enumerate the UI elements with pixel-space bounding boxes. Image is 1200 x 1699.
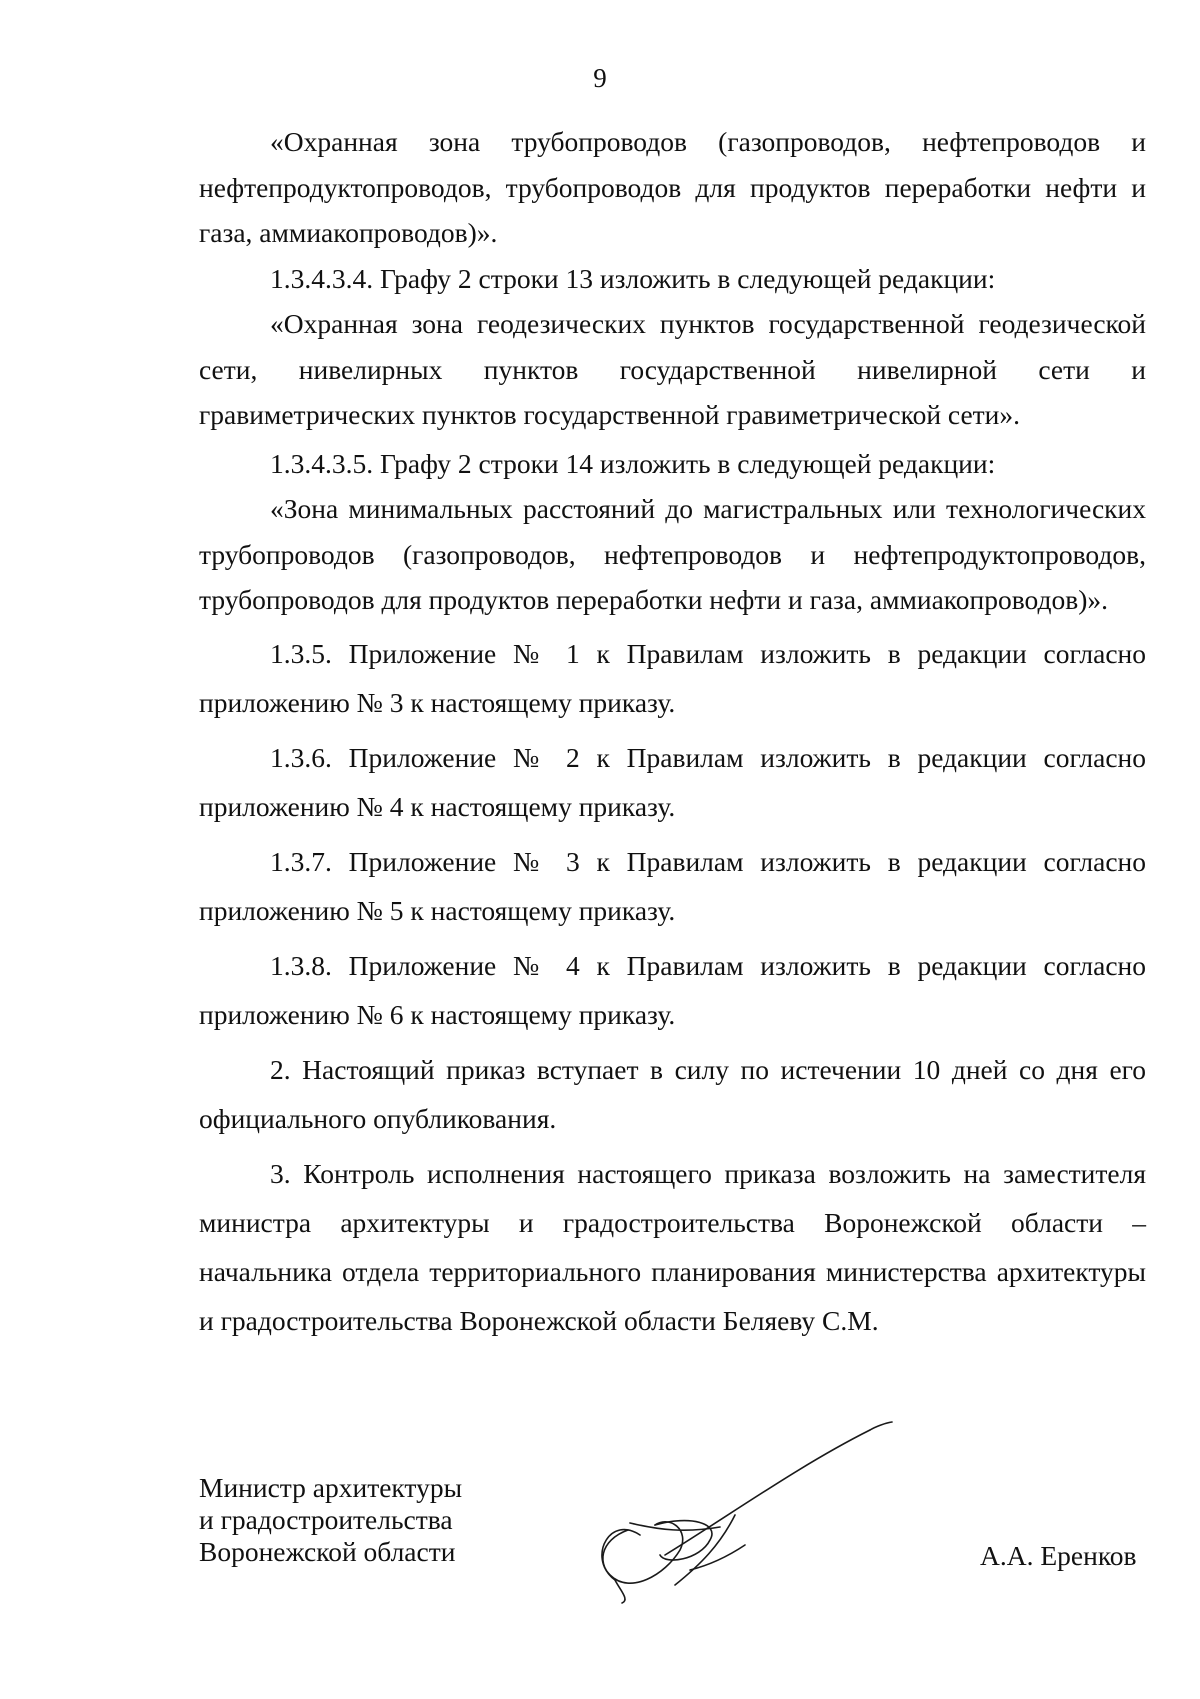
page-number: 9 xyxy=(593,63,607,93)
paragraph-item-1-3-4-3-4: 1.3.4.3.4. Графу 2 строки 13 изложить в следующей редакции: xyxy=(270,262,996,294)
document-body xyxy=(199,119,1146,1345)
paragraph-min-distance-zone: «Зона минимальных расстояний до магистральных или технологических трубопроводов (газопроводов, нефтепроводов и нефтепродуктопроводов, трубопроводов для продуктов переработки нефти и газа, аммиакопроводов)». xyxy=(199,493,1146,615)
paragraph-item-1-3-8: 1.3.8. Приложение № 4 к Правилам изложить в редакции согласно приложению № 6 к настоящему приказу. xyxy=(199,949,1146,1030)
signatory-title-line: Воронежской области xyxy=(199,1536,456,1567)
signatory-title-line: и градостроительства xyxy=(199,1504,453,1535)
signatory-title xyxy=(199,1472,462,1568)
signer-name: А.А. Еренков xyxy=(980,1540,1137,1571)
handwritten-signature xyxy=(570,1405,960,1605)
paragraph-item-1-3-6: 1.3.6. Приложение № 2 к Правилам изложить в редакции согласно приложению № 4 к настоящему приказу. xyxy=(199,741,1146,822)
signatory-title-line: Министр архитектуры xyxy=(199,1472,463,1503)
paragraph-item-1-3-4-3-5: 1.3.4.3.5. Графу 2 строки 14 изложить в следующей редакции: xyxy=(270,447,996,479)
paragraph-pipeline-zone: «Охранная зона трубопроводов (газопроводов, нефтепроводов и нефтепродуктопроводов, трубопроводов для продуктов переработки нефти и газа, аммиакопроводов)». xyxy=(199,126,1146,248)
paragraph-geodetic-zone: «Охранная зона геодезических пунктов государственной геодезической сети, нивелирных пунктов государственной нивелирной сети и гравиметрических пунктов государственной гравиметрической сети». xyxy=(199,308,1146,430)
paragraph-item-3: 3. Контроль исполнения настоящего приказа возложить на заместителя министра архитектуры и градостроительства Воронежской области – начальника отдела территориального планирования министерства архитектуры и градостроительства Воронежской области Беляеву С.М. xyxy=(199,1157,1146,1336)
paragraph-item-2: 2. Настоящий приказ вступает в силу по истечении 10 дней со дня его официального опубликования. xyxy=(199,1053,1146,1134)
paragraph-item-1-3-7: 1.3.7. Приложение № 3 к Правилам изложить в редакции согласно приложению № 5 к настоящему приказу. xyxy=(199,845,1146,926)
paragraph-item-1-3-5: 1.3.5. Приложение № 1 к Правилам изложить в редакции согласно приложению № 3 к настоящему приказу. xyxy=(199,637,1146,718)
